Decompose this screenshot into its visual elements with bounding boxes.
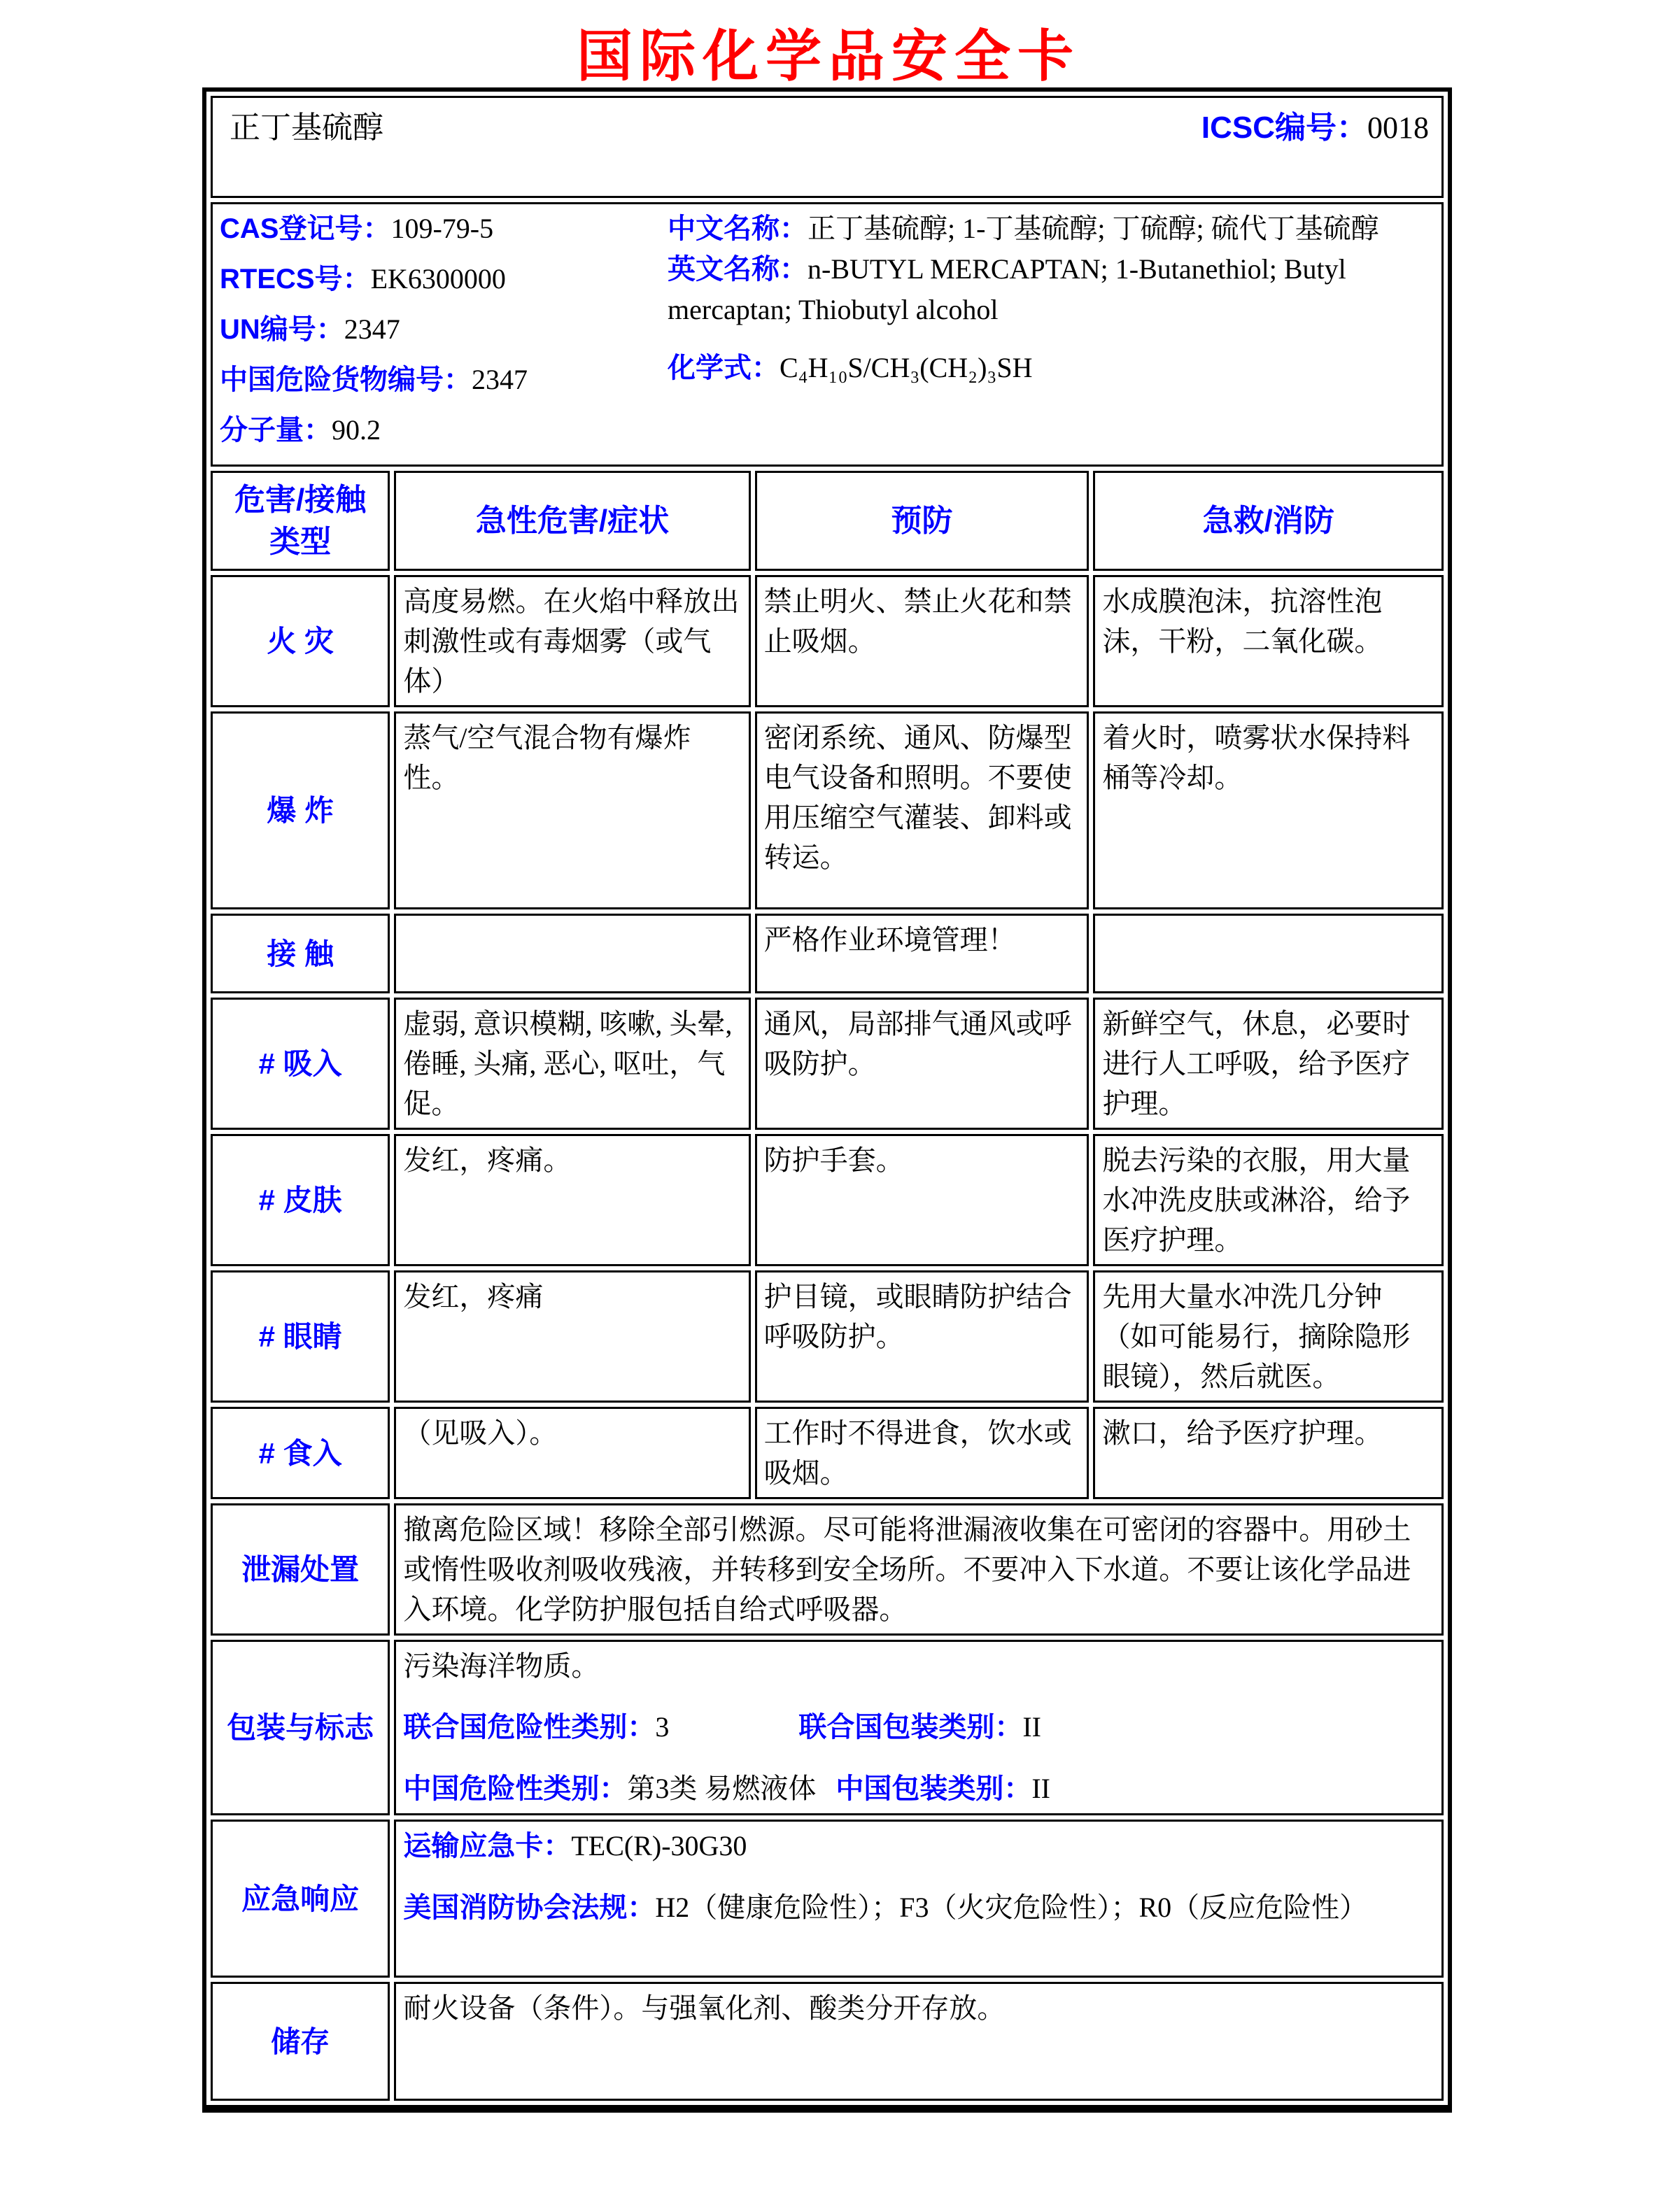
packaging-labelling-label: 包装与标志 [211, 1640, 390, 1815]
un-label: UN编号： [220, 314, 344, 345]
chinese-name-line [668, 208, 1434, 249]
rtecs-value: EK6300000 [370, 263, 506, 295]
molecular-weight-line [220, 410, 668, 451]
chinese-name-value: 正丁基硫醇; 1-丁基硫醇; 丁硫醇; 硫代丁基硫醇 [808, 213, 1379, 244]
icsc-value: 0018 [1367, 111, 1429, 145]
skin-symptoms: 发红，疼痛。 [394, 1134, 750, 1266]
contact-prevention: 严格作业环境管理！ [755, 914, 1090, 993]
header-acute-symptoms: 急性危害/症状 [394, 471, 750, 571]
spill-disposal-row [211, 1503, 1444, 1636]
ingestion-label: # 食入 [211, 1407, 390, 1499]
nfpa-code-label: 美国消防协会法规： [403, 1892, 656, 1923]
nfpa-code-line [403, 1887, 1434, 1928]
un-value: 2347 [344, 313, 400, 345]
inhalation-prevention: 通风，局部排气通风或呼吸防护。 [755, 998, 1090, 1130]
page-title: 国际化学品安全卡 [577, 25, 1080, 87]
contact-label: 接 触 [211, 914, 390, 993]
packaging-labelling-row [211, 1640, 1444, 1815]
hazard-row-explosion [211, 711, 1444, 909]
china-dg-value: 2347 [472, 364, 528, 395]
molecular-weight-label: 分子量： [220, 415, 332, 446]
chemical-formula-line [668, 348, 1434, 388]
identification-cell [211, 202, 1444, 467]
icsc-number [1201, 108, 1434, 148]
china-hazard-class-value: 第3类 易燃液体 [627, 1773, 817, 1804]
identification-row [211, 202, 1444, 467]
china-packing-group-value: II [1031, 1773, 1050, 1804]
transport-emergency-card-value: TEC(R)-30G30 [571, 1830, 747, 1862]
english-name-value: n-BUTYL MERCAPTAN; 1-Butanethiol; Butyl mercaptan; Thiobutyl alcohol [668, 253, 1346, 325]
substance-header-cell [211, 96, 1444, 198]
substance-name: 正丁基硫醇 [230, 111, 383, 145]
storage-text: 耐火设备（条件）。与强氧化剂、酸类分开存放。 [394, 1982, 1444, 2101]
emergency-response-content [394, 1820, 1444, 1978]
china-classification-line [403, 1768, 1434, 1809]
skin-aid: 脱去污染的衣服，用大量水冲洗皮肤或淋浴，给予医疗护理。 [1093, 1134, 1444, 1266]
china-hazard-class-label: 中国危险性类别： [403, 1773, 628, 1804]
substance-header-row [211, 96, 1444, 198]
header-hazard-type [211, 471, 390, 571]
marine-pollutant-line: 污染海洋物质。 [403, 1650, 600, 1682]
cas-number-line [220, 208, 668, 249]
name-list [668, 208, 1434, 460]
china-dg-label: 中国危险货物编号： [220, 364, 472, 395]
english-name-label: 英文名称： [668, 254, 808, 285]
header-hazard-type-line1: 危害/接触 [234, 482, 367, 517]
ingestion-prevention: 工作时不得进食，饮水或吸烟。 [755, 1407, 1090, 1499]
nfpa-code-value: H2（健康危险性）；F3（火灾危险性）；R0（反应危险性） [655, 1892, 1368, 1923]
eyes-prevention: 护目镜，或眼睛防护结合呼吸防护。 [755, 1270, 1090, 1403]
un-packing-group-value: II [1022, 1711, 1041, 1743]
explosion-label: 爆 炸 [211, 711, 390, 909]
un-number-line [220, 309, 668, 350]
contact-aid [1093, 914, 1444, 993]
eyes-symptoms: 发红，疼痛 [394, 1270, 750, 1403]
skin-prevention: 防护手套。 [755, 1134, 1090, 1266]
chemical-formula-label: 化学式： [668, 353, 780, 383]
un-hazard-class-value: 3 [655, 1711, 670, 1743]
emergency-response-label: 应急响应 [211, 1820, 390, 1978]
hazard-row-inhalation [211, 998, 1444, 1130]
explosion-prevention: 密闭系统、通风、防爆型电气设备和照明。不要使用压缩空气灌装、卸料或转运。 [755, 711, 1090, 909]
emergency-response-row [211, 1820, 1444, 1978]
header-prevention: 预防 [755, 471, 1090, 571]
molecular-weight-value: 90.2 [332, 414, 381, 446]
eyes-aid: 先用大量水冲洗几分钟（如可能易行，摘除隐形眼镜），然后就医。 [1093, 1270, 1444, 1403]
explosion-aid: 着火时，喷雾状水保持料桶等冷却。 [1093, 711, 1444, 909]
icsc-card-table [202, 87, 1452, 2113]
inhalation-aid: 新鲜空气，休息，必要时进行人工呼吸，给予医疗护理。 [1093, 998, 1444, 1130]
transport-emergency-card-label: 运输应急卡： [403, 1831, 572, 1862]
china-dg-number-line [220, 360, 668, 400]
transport-emergency-card-line [403, 1826, 1434, 1866]
hazard-table-header-row [211, 471, 1444, 571]
hazard-row-fire [211, 575, 1444, 707]
explosion-symptoms: 蒸气/空气混合物有爆炸性。 [394, 711, 750, 909]
hazard-row-skin [211, 1134, 1444, 1266]
header-hazard-type-line2: 类型 [269, 524, 332, 559]
fire-label: 火 灾 [211, 575, 390, 707]
header-first-aid: 急救/消防 [1093, 471, 1444, 571]
packaging-labelling-content [394, 1640, 1444, 1815]
skin-label: # 皮肤 [211, 1134, 390, 1266]
spill-disposal-text: 撤离危险区域！移除全部引燃源。尽可能将泄漏液收集在可密闭的容器中。用砂土或惰性吸收剂吸收残液，并转移到安全场所。不要冲入下水道。不要让该化学品进入环境。化学防护服包括自给式呼吸器。 [394, 1503, 1444, 1636]
storage-label: 储存 [211, 1982, 390, 2101]
identifier-list [220, 208, 668, 460]
chemical-formula-value: C₄H₁₀S/CH₃(CH₂)₃SH [780, 352, 1033, 383]
china-packing-group-label: 中国包装类别： [835, 1773, 1032, 1804]
icsc-label: ICSC编号： [1201, 111, 1367, 145]
ingestion-aid: 漱口，给予医疗护理。 [1093, 1407, 1444, 1499]
inhalation-label: # 吸入 [211, 998, 390, 1130]
storage-row [211, 1982, 1444, 2101]
spill-disposal-label: 泄漏处置 [211, 1503, 390, 1636]
fire-prevention: 禁止明火、禁止火花和禁止吸烟。 [755, 575, 1090, 707]
cas-label: CAS登记号： [220, 213, 391, 244]
eyes-label: # 眼睛 [211, 1270, 390, 1403]
ingestion-symptoms: （见吸入）。 [394, 1407, 750, 1499]
un-classification-line [403, 1707, 1434, 1747]
chinese-name-label: 中文名称： [668, 213, 808, 244]
english-name-line [668, 249, 1434, 329]
fire-symptoms: 高度易燃。在火焰中释放出刺激性或有毒烟雾（或气体） [394, 575, 750, 707]
rtecs-label: RTECS号： [220, 264, 371, 295]
fire-aid: 水成膜泡沫，抗溶性泡沫，干粉，二氧化碳。 [1093, 575, 1444, 707]
un-hazard-class-label: 联合国危险性类别： [403, 1712, 656, 1743]
inhalation-symptoms: 虚弱, 意识模糊, 咳嗽, 头晕, 倦睡, 头痛, 恶心, 呕吐，气促。 [394, 998, 750, 1130]
un-packing-group-label: 联合国包装类别： [798, 1712, 1023, 1743]
hazard-row-eyes [211, 1270, 1444, 1403]
hazard-row-contact [211, 914, 1444, 993]
cas-value: 109-79-5 [390, 213, 494, 244]
contact-symptoms [394, 914, 750, 993]
rtecs-number-line [220, 259, 668, 299]
hazard-row-ingestion [211, 1407, 1444, 1499]
